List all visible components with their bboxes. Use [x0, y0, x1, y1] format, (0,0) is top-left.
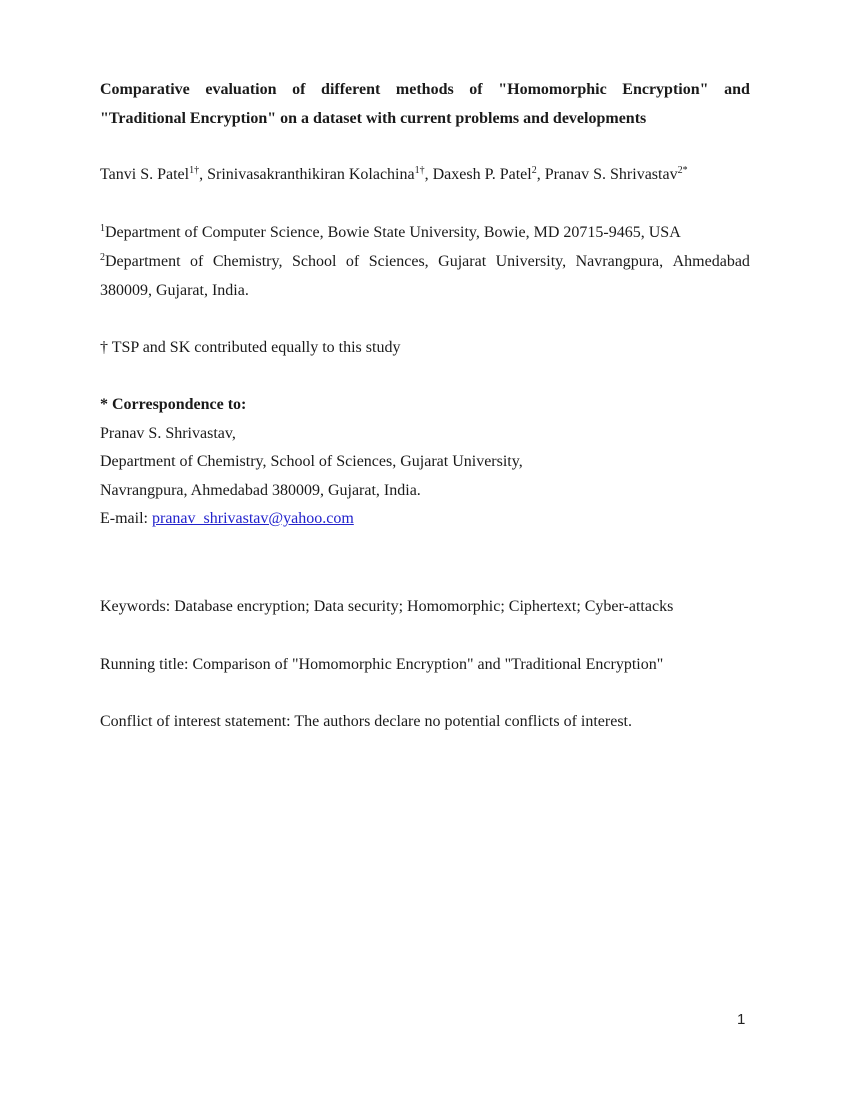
- affiliation-word: Gujarat: [438, 253, 487, 270]
- affiliation-word: of: [345, 253, 360, 270]
- affiliation-word: Sciences,: [368, 253, 429, 270]
- affiliation-mark: 2: [100, 252, 105, 263]
- keywords: Keywords: Database encryption; Data security; Homomorphic; Ciphertext; Cyber-attacks: [100, 598, 674, 615]
- email-link[interactable]: pranav_shrivastav@yahoo.com: [151, 510, 354, 527]
- title-line-1: [100, 75, 750, 104]
- correspondence-address-line-2: Navrangpura, Ahmedabad 380009, Gujarat, India.: [100, 482, 421, 499]
- author-separator: ,: [424, 166, 433, 183]
- paper-title: [100, 75, 750, 133]
- correspondence-name: Pranav S. Shrivastav,: [100, 425, 236, 442]
- affiliation-word: Navrangpura,: [575, 253, 664, 270]
- affiliation-word: University,: [495, 253, 567, 270]
- author-name: Pranav S. Shrivastav: [544, 166, 678, 183]
- author-affiliation-mark: 1†: [414, 165, 425, 176]
- title-word: of: [292, 81, 306, 98]
- title-word: Encryption": [622, 81, 709, 98]
- author-separator: ,: [199, 166, 208, 183]
- conflict-of-interest-statement: Conflict of interest statement: The authors declare no potential conflicts of interest.: [100, 713, 632, 730]
- correspondence-address-line-1: Department of Chemistry, School of Sciences, Gujarat University,: [100, 453, 523, 470]
- affiliation-word: [100, 252, 181, 272]
- title-word: different: [321, 81, 381, 98]
- author-name: Tanvi S. Patel: [100, 166, 190, 183]
- affiliation-word: of: [190, 253, 204, 270]
- author-affiliation-mark: 2: [531, 165, 537, 176]
- affiliation-word: School: [291, 253, 337, 270]
- affiliation-mark: 1: [100, 223, 105, 234]
- running-title: Running title: Comparison of "Homomorphic Encryption" and "Traditional Encryption": [100, 656, 664, 673]
- title-word: "Homomorphic: [498, 81, 607, 98]
- title-word: evaluation: [205, 81, 277, 98]
- affiliation-word: Ahmedabad: [672, 253, 750, 270]
- affiliation-2-line-1: [100, 252, 750, 272]
- title-word: Comparative: [100, 81, 190, 98]
- correspondence-heading: * Correspondence to:: [100, 396, 247, 413]
- author-affiliation-mark: 2*: [677, 165, 688, 176]
- affiliation-2-line-2: 380009, Gujarat, India.: [100, 282, 249, 299]
- title-word: methods: [395, 81, 454, 98]
- title-word: and: [724, 81, 750, 98]
- equal-contribution-note: † TSP and SK contributed equally to this study: [100, 339, 401, 356]
- author-name: Daxesh P. Patel: [432, 166, 532, 183]
- affiliation-word-text: Department: [105, 253, 181, 270]
- correspondence-email-line: [100, 509, 750, 529]
- affiliation-1: [100, 223, 750, 243]
- author-affiliation-mark: 1†: [189, 165, 200, 176]
- email-label: E-mail:: [100, 510, 152, 527]
- title-word: of: [469, 81, 483, 98]
- author-name: Srinivasakranthikiran Kolachina: [207, 166, 415, 183]
- affiliation-word: Chemistry,: [212, 253, 283, 270]
- title-line-2: "Traditional Encryption" on a dataset with current problems and developments: [100, 110, 647, 127]
- author-separator: ,: [536, 166, 545, 183]
- affiliation-text: Department of Computer Science, Bowie State University, Bowie, MD 20715-9465, USA: [105, 224, 681, 241]
- page-number: 1: [737, 1011, 746, 1028]
- author-list: [100, 165, 750, 185]
